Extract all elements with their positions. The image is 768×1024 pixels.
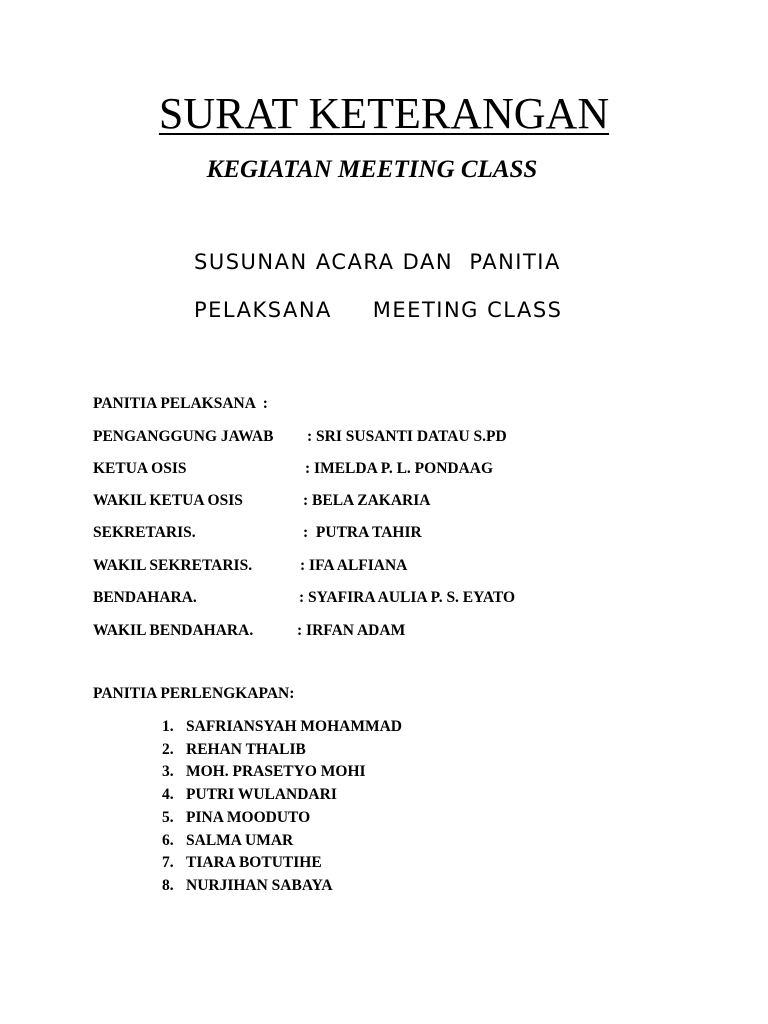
committee-name: : IRFAN ADAM (297, 622, 406, 639)
list-item (162, 739, 402, 762)
document-title (0, 88, 768, 140)
list-item (162, 807, 402, 830)
committee-name: : SYAFIRA AULIA P. S. EYATO (299, 589, 516, 606)
list-number: 5. (162, 808, 174, 826)
list-item-name: PINA MOODUTO (186, 808, 311, 826)
list-number: 7. (162, 854, 174, 872)
committee-name: : PUTRA TAHIR (303, 524, 422, 541)
list-number: 6. (162, 831, 174, 849)
list-item-name: PUTRI WULANDARI (186, 786, 337, 804)
list-item (162, 716, 402, 739)
list-item-name: TIARA BOTUTIHE (186, 854, 322, 872)
committee-role: PENGANGGUNG JAWAB (93, 428, 274, 445)
list-item (162, 784, 402, 807)
committee-name: : SRI SUSANTI DATAU S.PD (307, 428, 507, 445)
list-number: 4. (162, 786, 174, 804)
list-item (162, 875, 402, 898)
equipment-heading: PANITIA PERLENGKAPAN: (93, 685, 295, 702)
equipment-list (162, 716, 402, 898)
list-item-name: NURJIHAN SABAYA (186, 876, 333, 894)
list-number: 8. (162, 876, 174, 894)
document-subtitle: KEGIATAN MEETING CLASS (206, 156, 538, 183)
committee-role: KETUA OSIS (93, 460, 187, 477)
list-number: 3. (162, 763, 174, 781)
list-item (162, 761, 402, 784)
handwritten-heading-line-1: SUSUNAN ACARA DAN PANITIA (194, 250, 561, 274)
list-number: 1. (162, 718, 174, 735)
committee-role: WAKIL SEKRETARIS. (93, 557, 253, 574)
list-item-name: REHAN THALIB (186, 740, 306, 758)
committee-name: : IFA ALFIANA (300, 557, 408, 574)
list-item-name: SAFRIANSYAH MOHAMMAD (186, 718, 402, 735)
committee-role: WAKIL KETUA OSIS (93, 492, 243, 509)
committee-name: : BELA ZAKARIA (303, 492, 431, 509)
list-item (162, 830, 402, 853)
handwritten-heading-line-2: PELAKSANA MEETING CLASS (194, 298, 563, 322)
committee-role: WAKIL BENDAHARA. (93, 622, 254, 639)
committee-role: SEKRETARIS. (93, 524, 196, 541)
list-item (162, 852, 402, 875)
committee-role: BENDAHARA. (93, 589, 197, 606)
list-number: 2. (162, 740, 174, 758)
list-item-name: MOH. PRASETYO MOHI (186, 763, 366, 781)
list-item-name: SALMA UMAR (186, 831, 294, 849)
document-title-text: SURAT KETERANGAN (158, 89, 610, 138)
committee-heading: PANITIA PELAKSANA : (93, 395, 268, 412)
committee-name: : IMELDA P. L. PONDAAG (305, 460, 494, 477)
